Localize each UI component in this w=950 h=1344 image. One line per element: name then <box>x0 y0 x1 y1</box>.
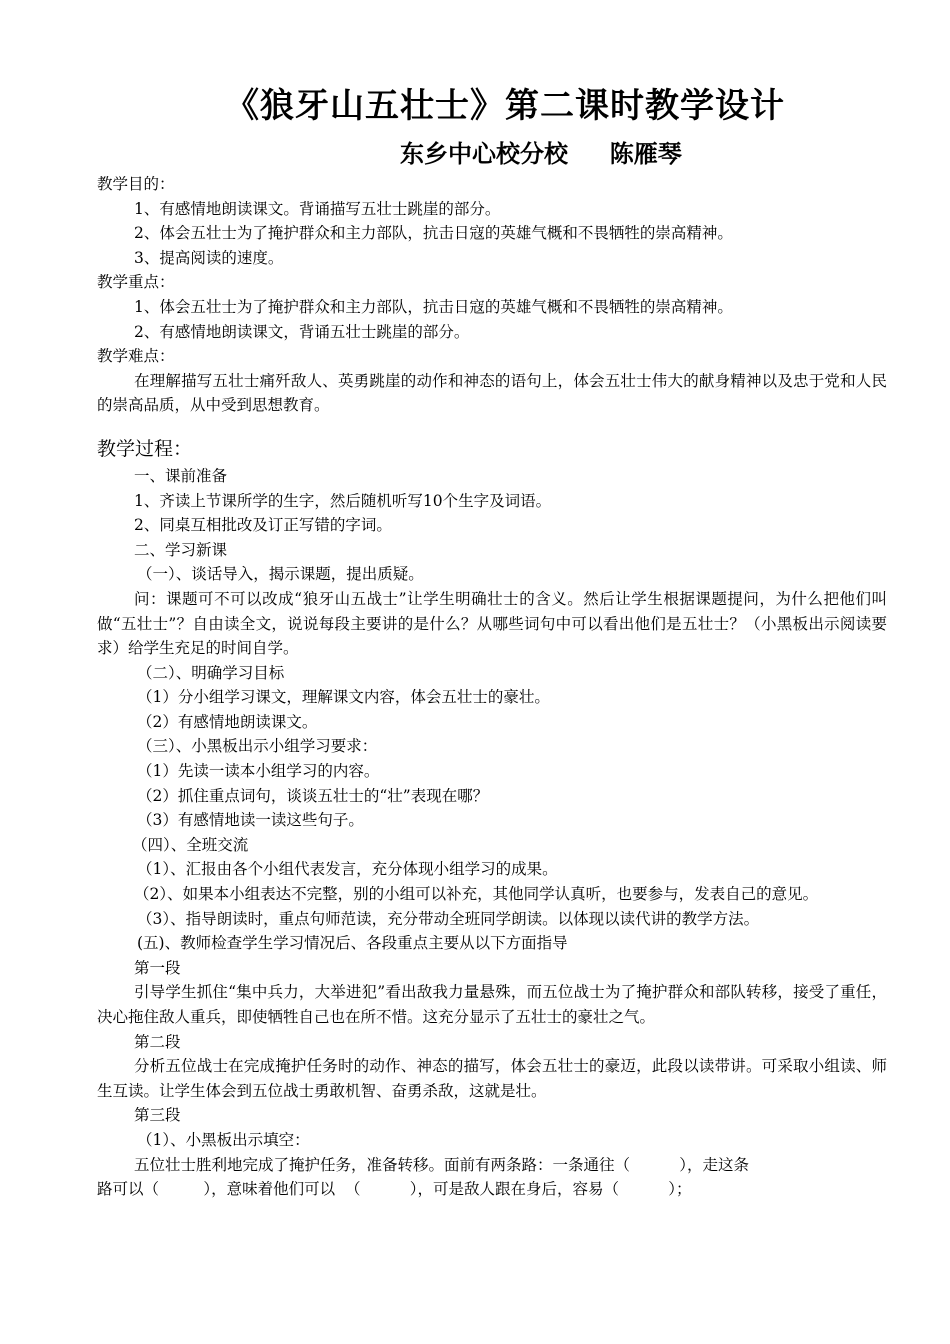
process-line: 2、同桌互相批改及订正写错的字词。 <box>134 516 392 535</box>
question-paragraph: 问：课题可不可以改成“狼牙山五战士”让学生明确壮士的含义。然后让学生根据课题提问，为什么把他们叫做“五壮士”？自由读全文，说说每段主要讲的是什么？从哪些词句中可以看出他们是五壮士？（小黑板出示阅读要求）给学生充足的时间自学。 <box>97 589 887 658</box>
objectives-heading: 教学目的： <box>97 175 175 193</box>
section1-label: 第一段 <box>134 958 181 977</box>
goal-line: （1）分小组学习课文，理解课文内容，体会五壮士的豪壮。 <box>137 688 550 707</box>
objective-item: 2、体会五壮士为了掩护群众和主力部队，抗击日寇的英雄气概和不畏牺牲的崇高精神。 <box>134 224 733 243</box>
author-line: 东乡中心校分校 陈雁琴 <box>400 140 682 168</box>
section2-label: 第二段 <box>134 1032 181 1051</box>
goal-line: （三）、小黑板出示小组学习要求： <box>137 737 378 756</box>
fill-in-line: 五位壮士胜利地完成了掩护任务，准备转移。面前有两条路：一条通往（ ），走这条 <box>134 1155 750 1174</box>
guide-line: （3）、指导朗读时，重点句师范读，充分带动全班同学朗读。以体现以读代讲的教学方法。 <box>137 909 760 928</box>
objective-item: 1、有感情地朗读课文。背诵描写五壮士跳崖的部分。 <box>134 199 501 218</box>
supplement-paragraph: （2）、如果本小组表达不完整，别的小组可以补充，其他同学认真听，也要参与，发表自己的意见。 <box>134 885 819 904</box>
key-point-item: 1、体会五壮士为了掩护群众和主力部队，抗击日寇的英雄气概和不畏牺牲的崇高精神。 <box>134 297 733 316</box>
section1-text: 引导学生抓住“集中兵力，大举进犯”看出敌我力量悬殊，而五位战士为了掩护群众和部队转移，接受了重任，决心拖住敌人重兵，即使牺牲自己也在所不惜。这充分显示了五壮士的豪壮之气。 <box>97 983 887 1026</box>
section2-text: 分析五位战士在完成掩护任务时的动作、神态的描写，体会五壮士的豪迈，此段以读带讲。可采取小组读、师生互读。让学生体会到五位战士勇敢机智、奋勇杀敌，这就是壮。 <box>97 1057 887 1100</box>
difficulties-text: 在理解描写五壮士痛歼敌人、英勇跳崖的动作和神态的语句上，体会五壮士伟大的献身精神以及忠于党和人民的崇高品质，从中受到思想教育。 <box>97 371 887 415</box>
goal-line: （3）有感情地读一读这些句子。 <box>137 811 364 830</box>
process-line: 二、学习新课 <box>134 540 228 559</box>
fill-in-line: 路可以（ ），意味着他们可以 （ ），可是敌人跟在身后，容易（ ）； <box>97 1180 692 1199</box>
process-line: 一、课前准备 <box>134 466 228 485</box>
goal-line: （四）、全班交流 <box>132 835 249 854</box>
goal-line: （2）有感情地朗读课文。 <box>137 712 318 731</box>
process-heading: 教学过程： <box>97 437 193 460</box>
process-line: （一）、谈话导入，揭示课题，提出质疑。 <box>137 565 424 584</box>
objective-item: 3、提高阅读的速度。 <box>134 248 284 267</box>
goal-line: （2）抓住重点词句，谈谈五壮士的“壮”表现在哪？ <box>137 786 489 805</box>
key-point-item: 2、有感情地朗读课文，背诵五壮士跳崖的部分。 <box>134 322 470 341</box>
goal-line: （1）、汇报由各个小组代表发言，充分体现小组学习的成果。 <box>137 860 558 879</box>
goal-line: （1）先读一读本小组学习的内容。 <box>137 762 380 781</box>
section3-sub: （1）、小黑板出示填空： <box>137 1130 310 1149</box>
document-body <box>97 172 887 1202</box>
section3-label: 第三段 <box>134 1106 181 1125</box>
check-line: (五)、教师检查学生学习情况后、各段重点主要从以下方面指导 <box>137 934 568 953</box>
process-line: 1、齐读上节课所学的生字，然后随机听写10个生字及词语。 <box>134 491 552 510</box>
key-points-heading: 教学重点： <box>97 273 175 292</box>
goal-line: （二）、明确学习目标 <box>137 663 285 682</box>
document-title: 《狼牙山五壮士》第二课时教学设计 <box>225 86 785 126</box>
difficulties-heading: 教学难点： <box>97 347 175 366</box>
